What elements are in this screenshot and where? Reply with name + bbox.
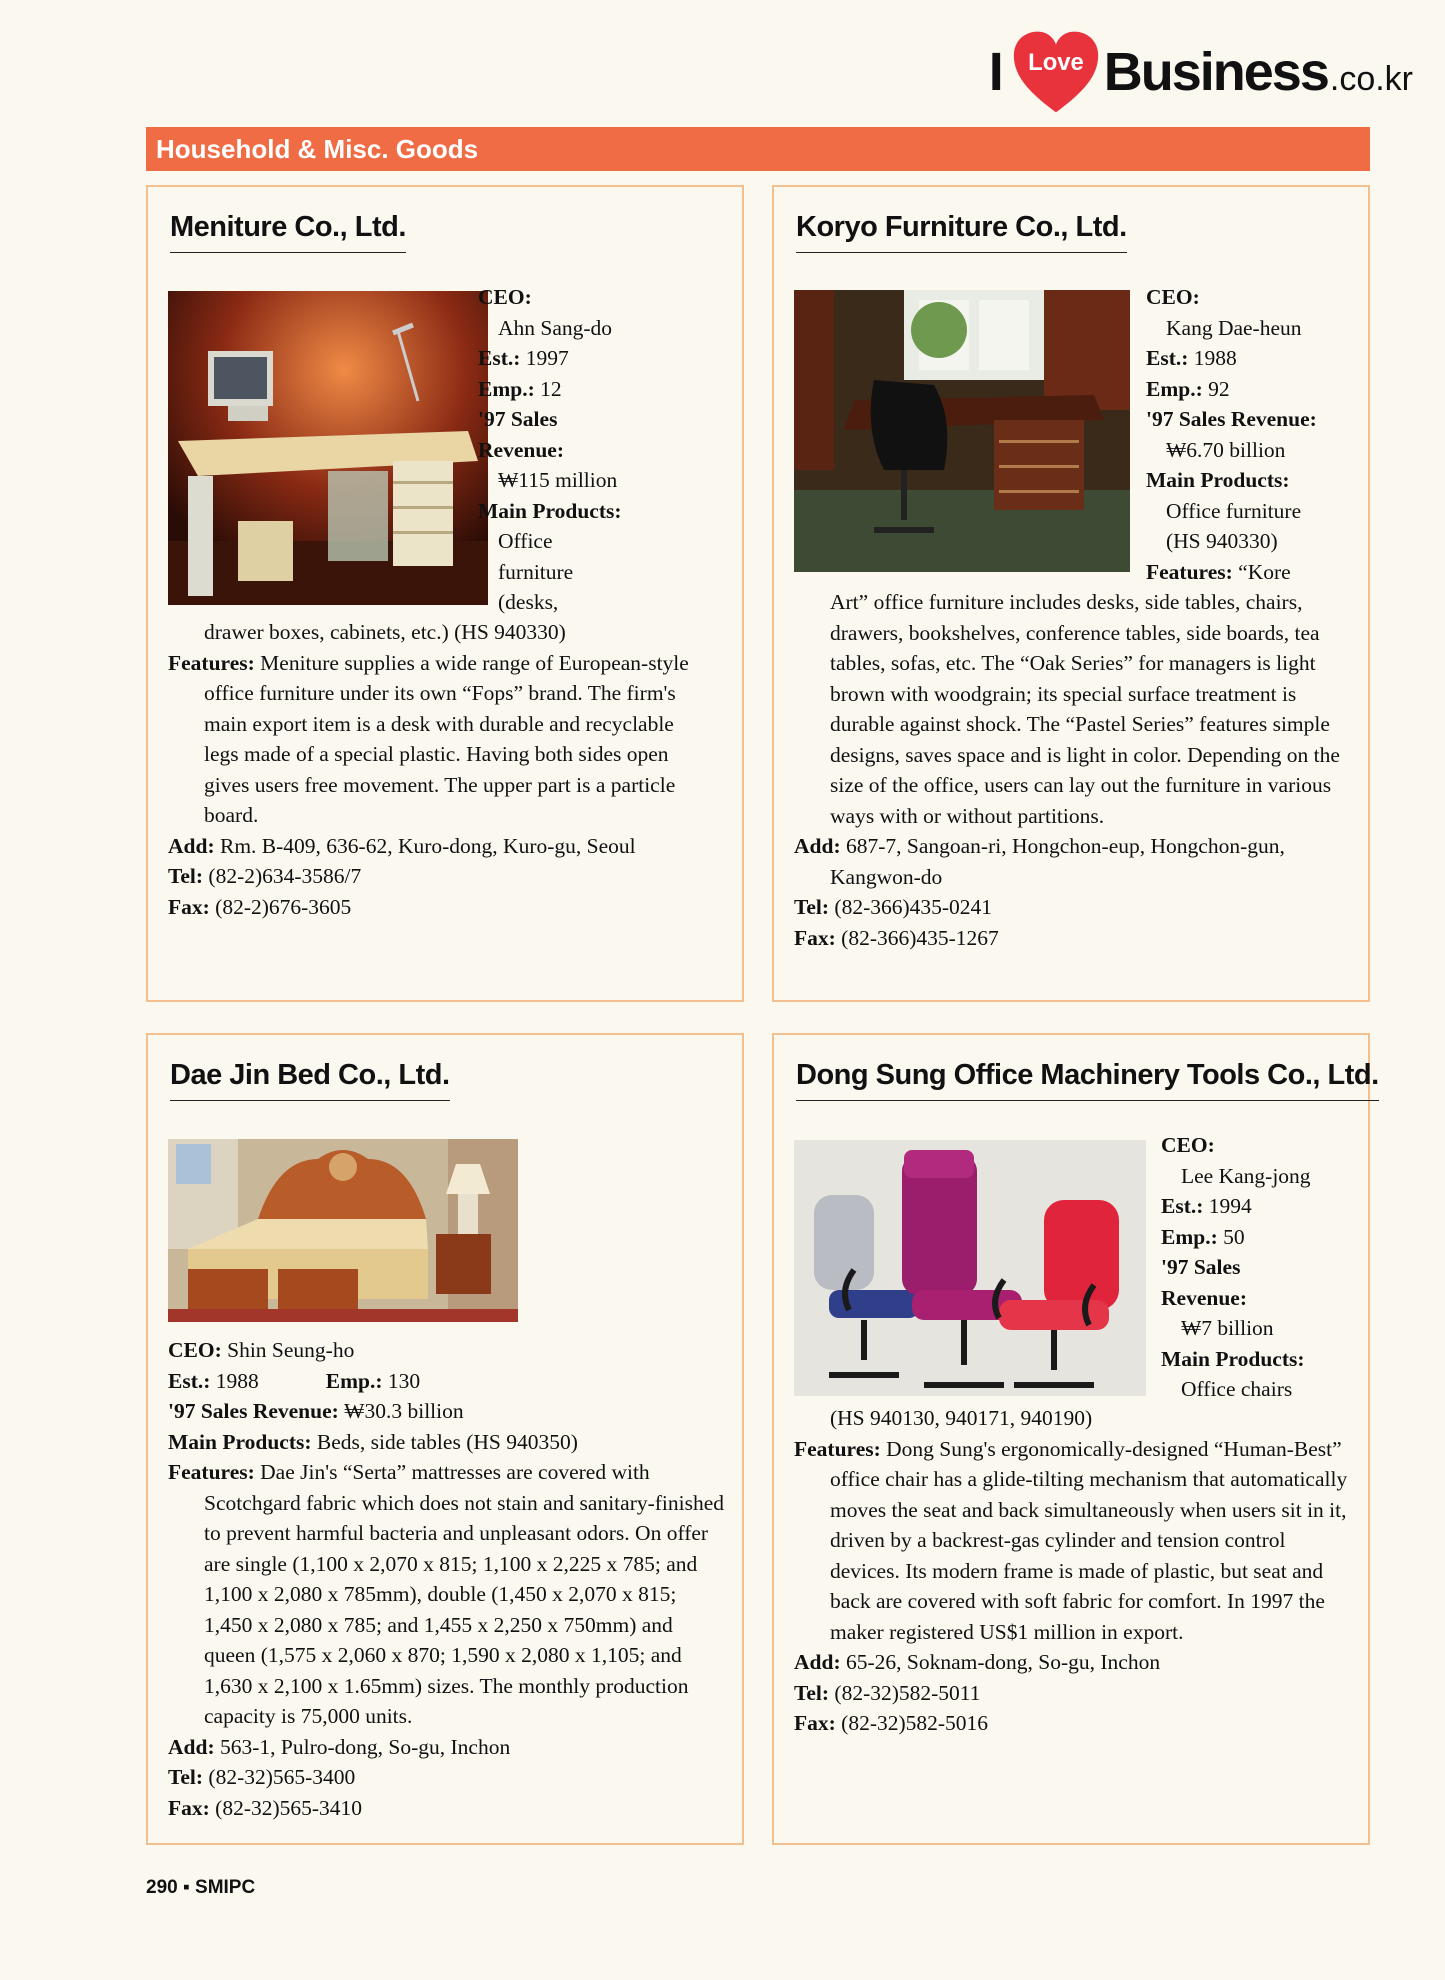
ceo-line <box>168 1335 728 1366</box>
tel-label: Tel: <box>794 1680 830 1705</box>
products-label: Main Products: <box>168 1429 312 1454</box>
emp-value: 50 <box>1223 1224 1245 1249</box>
brand-logo <box>989 28 1413 116</box>
tel-label: Tel: <box>168 864 204 888</box>
ceo-value: Lee Kang-jong <box>1181 1163 1311 1188</box>
emp-value: 130 <box>387 1368 421 1393</box>
tel-value: (82-2)634-3586/7 <box>208 864 362 888</box>
tel-label: Tel: <box>794 895 830 919</box>
fax-value: (82-366)435-1267 <box>841 925 999 950</box>
features-label: Features: <box>1146 559 1233 584</box>
emp-label: Emp.: <box>1146 376 1203 401</box>
products-line: Office <box>498 529 553 553</box>
page-number: 290 <box>146 1877 178 1898</box>
emp-label: Emp.: <box>325 1368 383 1393</box>
company-card-koryo <box>772 185 1370 1002</box>
tel-line <box>168 861 708 892</box>
sales-label-2: Revenue: <box>1161 1285 1247 1310</box>
sales-label-1: '97 Sales <box>478 407 558 431</box>
features-paragraph <box>794 1434 1354 1648</box>
ceo-label: CEO: <box>478 285 532 309</box>
products-line: Office chairs <box>1181 1377 1293 1401</box>
sales-line <box>168 1396 728 1427</box>
sales-label-2: Revenue: <box>478 437 564 462</box>
est-value: 1988 <box>1193 346 1237 370</box>
emp-line <box>1146 374 1366 405</box>
address-line <box>794 1647 1354 1678</box>
features-label: Features: <box>168 650 255 675</box>
est-line <box>478 343 738 374</box>
fax-label: Fax: <box>168 1795 210 1820</box>
ceo-label: CEO: <box>1146 285 1200 309</box>
est-label: Est.: <box>478 346 521 370</box>
features-continuation: Art” office furniture includes desks, side tables, chairs, drawers, bookshelves, conference tables, side boards, tea tables, sofas, etc. The “Oak Series” for managers is light brown with woodgrain; its special surface treatment is durable against shock. The “Pastel Series” features simple designs, saves space and is light in color. Depending on the size of the office, users can lay out the furniture in various ways with or without partitions. <box>830 590 1340 828</box>
ceo-value: Shin Seung-ho <box>227 1338 355 1362</box>
emp-value: 92 <box>1208 376 1230 401</box>
ceo-value: Ahn Sang-do <box>498 315 613 340</box>
address-line <box>794 831 1349 892</box>
meniture-side-info <box>478 282 738 618</box>
features-text: Meniture supplies a wide range of European-style office furniture under its own “Fops” brand. The firm's main export item is a desk with durable and recyclable legs made of a special plastic. Having both sides open gives users free movement. The upper part is a particle board. <box>204 650 689 827</box>
tel-line <box>168 1762 728 1793</box>
office-chairs-photo <box>794 1140 1146 1396</box>
company-name: Meniture Co., Ltd. <box>170 211 406 253</box>
tel-line <box>794 892 1349 923</box>
add-label: Add: <box>794 834 841 858</box>
company-name: Koryo Furniture Co., Ltd. <box>796 211 1127 253</box>
page-footer <box>146 1877 255 1899</box>
add-value: 687-7, Sangoan-ri, Hongchon-eup, Hongchon-gun, Kangwon-do <box>830 834 1285 889</box>
brand-tld: .co.kr <box>1329 59 1413 98</box>
company-card-dongsung <box>772 1033 1379 1845</box>
ceo-label: CEO: <box>168 1338 222 1362</box>
add-label: Add: <box>168 1734 215 1759</box>
products-line: furniture <box>498 559 574 584</box>
add-label: Add: <box>794 1650 841 1674</box>
koryo-side-info <box>1146 282 1366 587</box>
products-value: Beds, side tables (HS 940350) <box>316 1429 578 1454</box>
fax-label: Fax: <box>794 1711 836 1735</box>
products-line: Office furniture <box>1166 498 1302 523</box>
sales-value: ₩7 billion <box>1181 1316 1274 1340</box>
sales-label: '97 Sales Revenue: <box>1146 407 1317 431</box>
fax-value: (82-32)582-5016 <box>841 1711 989 1735</box>
sales-value: ₩115 million <box>498 468 618 492</box>
ceo-label: CEO: <box>1161 1133 1215 1157</box>
dongsung-side-info <box>1161 1130 1361 1405</box>
executive-office-photo <box>794 290 1130 572</box>
emp-label: Emp.: <box>1161 1224 1218 1249</box>
est-label: Est.: <box>1146 346 1189 370</box>
fax-line <box>168 892 708 923</box>
products-line: (HS 940330) <box>1166 529 1278 553</box>
products-line <box>168 1427 728 1458</box>
est-emp-line <box>168 1366 728 1397</box>
products-label: Main Products: <box>1161 1346 1305 1371</box>
brand-love: Love <box>1027 49 1084 77</box>
footer-label: SMIPC <box>195 1877 256 1898</box>
features-text: Dong Sung's ergonomically-designed “Human-Best” office chair has a glide-tilting mechanism that automatically moves the seat and back simultaneously when users sit in it, driven by a backrest-gas cylinder and tension control devices. Its modern frame is made of plastic, but seat and back are covered with soft fabric for comfort. In 1997 the maker registered US$1 million in export. <box>830 1436 1348 1644</box>
sales-label-1: '97 Sales <box>1161 1255 1241 1279</box>
est-label: Est.: <box>168 1368 211 1393</box>
features-text: Dae Jin's “Serta” mattresses are covered with Scotchgard fabric which does not stain and sanitary-finished to prevent harmful bacteria and unpleasant odors. On offer are single (1,100 x 2,070 x 815; 1,100 x 2,225 x 785; and 1,100 x 2,080 x 785mm), double (1,450 x 2,070 x 815; 1,450 x 2,080 x 785; and 1,455 x 2,250 x 750mm) and queen (1,575 x 2,060 x 870; 1,590 x 2,080 x 1,105; and 1,630 x 2,100 x 1.65mm) sizes. The monthly production capacity is 75,000 units. <box>204 1460 725 1728</box>
est-line <box>1146 343 1366 374</box>
add-value: Rm. B-409, 636-62, Kuro-dong, Kuro-gu, Seoul <box>219 833 636 858</box>
address-line <box>168 1732 728 1763</box>
fax-label: Fax: <box>168 894 210 919</box>
est-value: 1988 <box>215 1368 259 1393</box>
company-name: Dong Sung Office Machinery Tools Co., Ltd. <box>796 1059 1379 1101</box>
features-paragraph <box>168 648 708 831</box>
brand-business: Business <box>1103 42 1328 102</box>
meniture-details <box>168 617 708 922</box>
tel-value: (82-366)435-0241 <box>834 895 993 919</box>
tel-label: Tel: <box>168 1765 204 1789</box>
products-label: Main Products: <box>478 498 622 523</box>
office-desk-photo <box>168 291 488 605</box>
features-label: Features: <box>168 1460 255 1484</box>
features-start-line <box>1146 557 1366 588</box>
est-value: 1994 <box>1208 1194 1252 1218</box>
bedroom-set-photo <box>168 1139 518 1322</box>
emp-value: 12 <box>540 376 562 401</box>
address-line <box>168 831 708 862</box>
add-value: 65-26, Soknam-dong, So-gu, Inchon <box>845 1650 1161 1674</box>
ceo-value: Kang Dae-heun <box>1166 315 1302 340</box>
tel-value: (82-32)565-3400 <box>208 1765 356 1789</box>
add-label: Add: <box>168 833 215 858</box>
tel-line <box>794 1678 1354 1709</box>
fax-line <box>168 1793 728 1824</box>
daejin-details <box>168 1335 728 1823</box>
products-line: (desks, <box>498 590 559 614</box>
tel-value: (82-32)582-5011 <box>834 1680 981 1705</box>
fax-label: Fax: <box>794 925 836 950</box>
products-continuation: drawer boxes, cabinets, etc.) (HS 940330) <box>204 620 566 644</box>
features-label: Features: <box>794 1436 881 1461</box>
features-paragraph <box>168 1457 728 1732</box>
emp-label: Emp.: <box>478 376 535 401</box>
products-continuation: (HS 940130, 940171, 940190) <box>830 1406 1093 1430</box>
add-value: 563-1, Pulro-dong, So-gu, Inchon <box>219 1734 511 1759</box>
section-header: Household & Misc. Goods <box>146 127 1370 171</box>
est-label: Est.: <box>1161 1194 1204 1218</box>
sales-label: '97 Sales Revenue: <box>168 1399 339 1423</box>
emp-line <box>478 374 738 405</box>
fax-value: (82-32)565-3410 <box>215 1795 363 1820</box>
dongsung-details <box>794 1403 1354 1739</box>
fax-value: (82-2)676-3605 <box>215 894 352 919</box>
features-start: “Kore <box>1238 559 1291 584</box>
bullet-icon: ▪ <box>182 1877 190 1898</box>
company-card-meniture <box>146 185 744 1002</box>
est-value: 1997 <box>525 346 569 370</box>
fax-line <box>794 1708 1354 1739</box>
koryo-details <box>794 587 1349 953</box>
products-label: Main Products: <box>1146 468 1290 492</box>
sales-value: ₩6.70 billion <box>1166 437 1286 462</box>
company-name: Dae Jin Bed Co., Ltd. <box>170 1059 450 1101</box>
heart-icon <box>1010 28 1102 116</box>
sales-value: ₩30.3 billion <box>344 1399 464 1423</box>
company-card-daejin <box>146 1033 744 1845</box>
emp-line <box>1161 1222 1361 1253</box>
est-line <box>1161 1191 1361 1222</box>
brand-i: I <box>988 42 1004 102</box>
fax-line <box>794 923 1349 954</box>
